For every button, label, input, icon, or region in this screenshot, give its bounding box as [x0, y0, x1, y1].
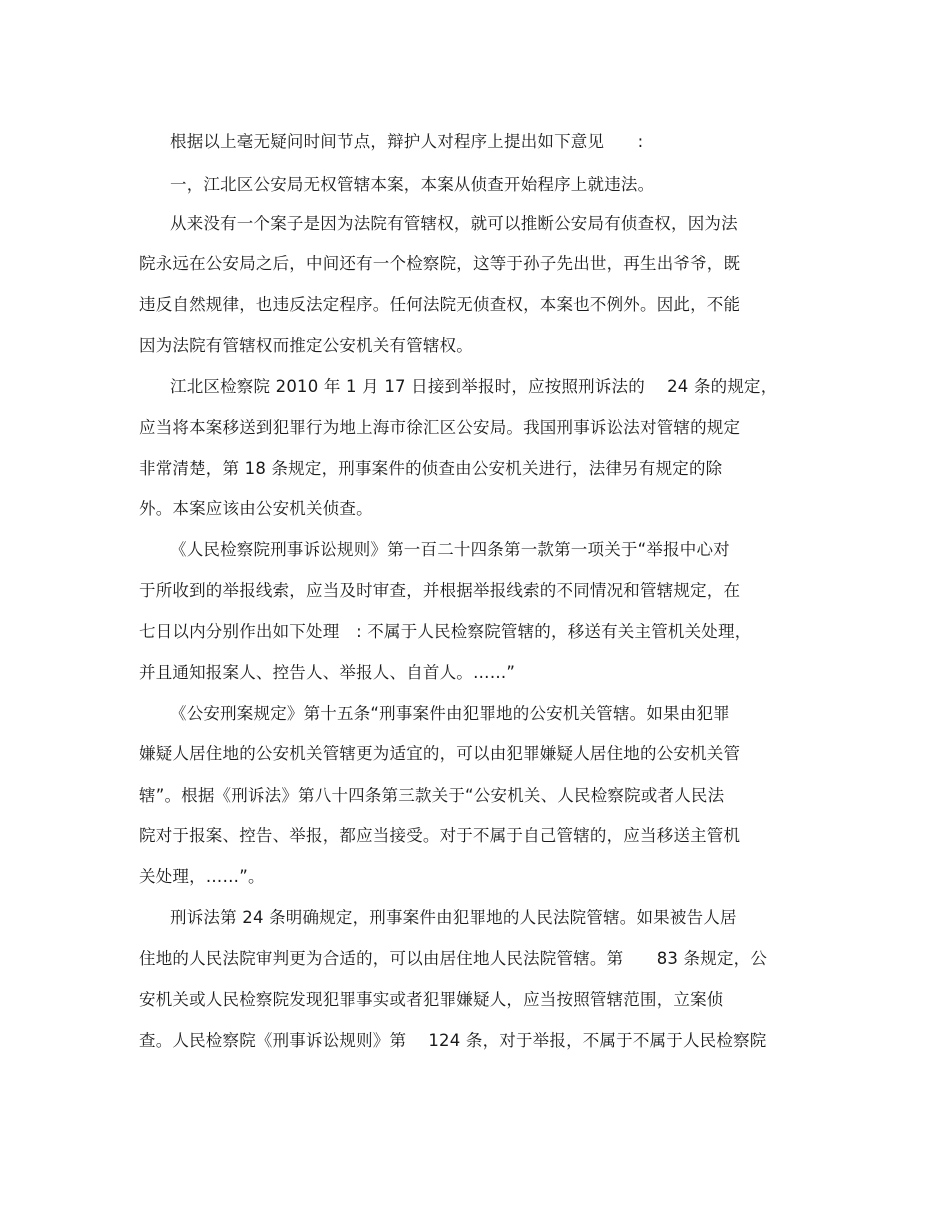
paragraph-line: 于所收到的举报线索，应当及时审查，并根据举报线索的不同情况和管辖规定，在 [139, 581, 741, 600]
paragraph-line: 查。人民检察院《刑事诉讼规则》第 124 条，对于举报，不属于不属于人民检察院 [139, 1031, 767, 1050]
paragraph-line: 应当将本案移送到犯罪行为地上海市徐汇区公安局。我国刑事诉讼法对管辖的规定 [139, 418, 741, 437]
paragraph-line: 因为法院有管辖权而推定公安机关有管辖权。 [139, 336, 473, 355]
paragraph-line: 外。本案应该由公安机关侦查。 [139, 499, 373, 518]
paragraph-line: 非常清楚，第 18 条规定，刑事案件的侦查由公安机关进行，法律另有规定的除 [139, 459, 723, 478]
paragraph-line: 院对于报案、控告、举报，都应当接受。对于不属于自己管辖的，应当移送主管机 [139, 826, 741, 845]
paragraph-line: 违反自然规律，也违反法定程序。任何法院无侦查权，本案也不例外。因此，不能 [139, 295, 741, 314]
paragraph-line: 辖”。根据《刑诉法》第八十四条第三款关于“公安机关、人民检察院或者人民法 [139, 786, 725, 805]
paragraph-line: 关处理，……”。 [139, 867, 265, 886]
paragraph-line: 安机关或人民检察院发现犯罪事实或者犯罪嫌疑人，应当按照管辖范围，立案侦 [139, 990, 724, 1009]
paragraph-line: 江北区检察院 2010 年 1 月 17 日接到举报时，应按照刑诉法的 24 条的规定， [170, 377, 778, 396]
paragraph-line: 《人民检察院刑事诉讼规则》第一百二十四条第一款第一项关于“举报中心对 [170, 540, 730, 559]
paragraph-line: 住地的人民法院审判更为合适的，可以由居住地人民法院管辖。第 83 条规定，公 [139, 949, 768, 968]
paragraph-line: 根据以上毫无疑问时间节点，辩护人对程序上提出如下意见 : [170, 132, 644, 151]
paragraph-line: 一，江北区公安局无权管辖本案，本案从侦查开始程序上就违法。 [170, 175, 655, 194]
paragraph-line: 并且通知报案人、控告人、举报人、自首人。……” [139, 663, 516, 682]
paragraph-line: 嫌疑人居住地的公安机关管辖更为适宜的，可以由犯罪嫌疑人居住地的公安机关管 [139, 744, 741, 763]
paragraph-line: 刑诉法第 24 条明确规定，刑事案件由犯罪地的人民法院管辖。如果被告人居 [170, 908, 737, 927]
paragraph-line: 从来没有一个案子是因为法院有管辖权，就可以推断公安局有侦查权，因为法 [170, 214, 738, 233]
paragraph-line: 院永远在公安局之后，中间还有一个检察院，这等于孙子先出世，再生出爷爷，既 [139, 254, 741, 273]
paragraph-line: 七日以内分别作出如下处理 : 不属于人民检察院管辖的，移送有关主管机关处理， [139, 622, 752, 641]
paragraph-line: 《公安刑案规定》第十五条“刑事案件由犯罪地的公安机关管辖。如果由犯罪 [170, 704, 730, 723]
